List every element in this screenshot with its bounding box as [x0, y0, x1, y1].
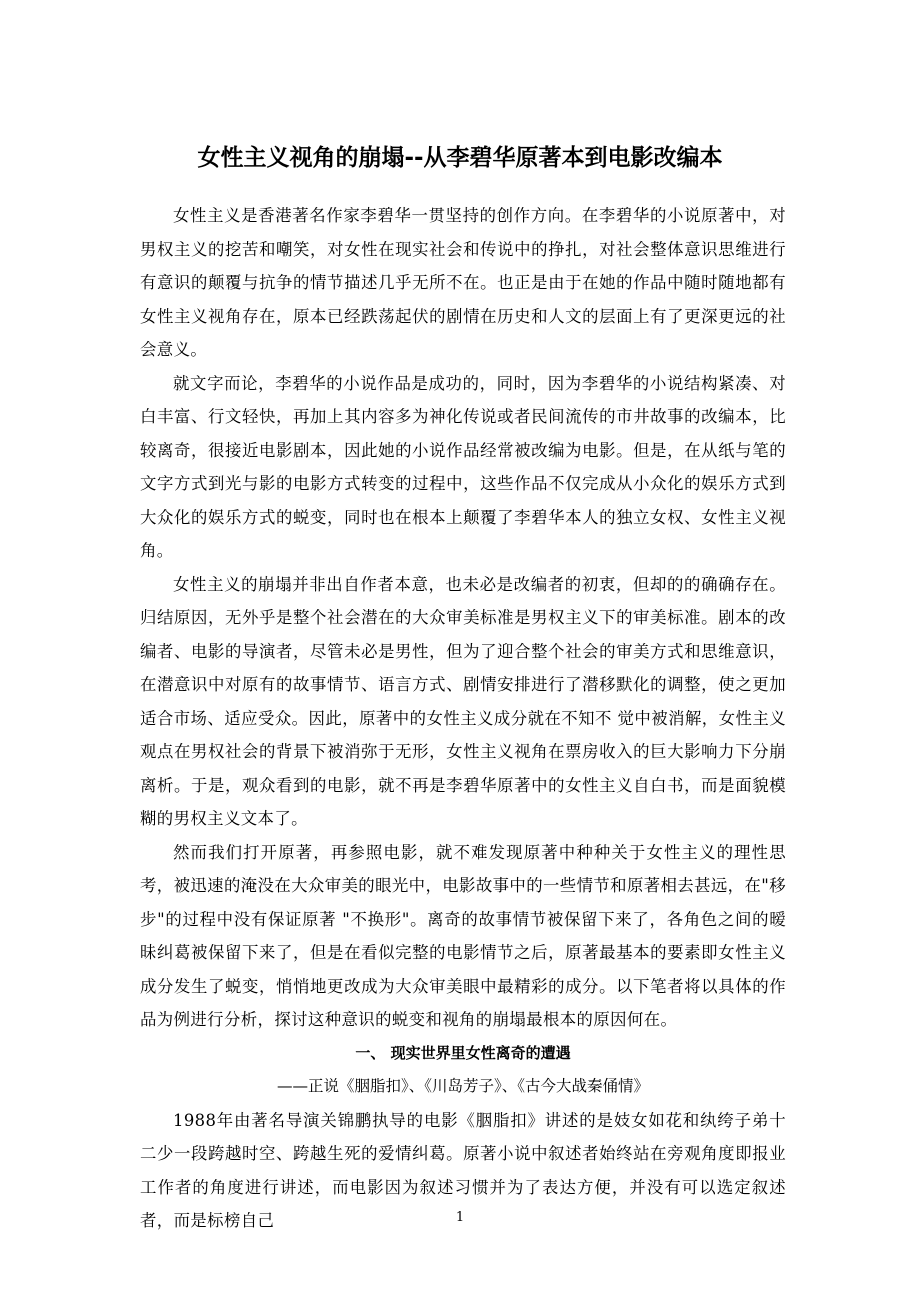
paragraph-3: 女性主义的崩塌并非出自作者本意，也未必是改编者的初衷，但却的的确确存在。归结原因，无外乎是整个社会潜在的大众审美标准是男权主义下的审美标准。剧本的改编者、电影的导演者，尽管未必是男性，但为了迎合整个社会的审美方式和思维意识，在潜意识中对原有的故事情节、语言方式、剧情安排进行了潜移默化的调整，使之更加适合市场、适应受众。因此，原著中的女性主义成分就在不知不 觉中被消解，女性主义观点在男权社会的背景下被消弥于无形，女性主义视角在票房收入的巨大影响力下分崩离析。于是，观众看到的电影，就不再是李碧华原著中的女性主义自白书，而是面貌模糊的男权主义文本了。	[140, 574, 786, 828]
paragraph-2: 就文字而论，李碧华的小说作品是成功的，同时，因为李碧华的小说结构紧凑、对白丰富、行文轻快，再加上其内容多为神化传说或者民间流传的市井故事的改编本，比较离奇，很接近电影剧本，因此她的小说作品经常被改编为电影。但是，在从纸与笔的文字方式到光与影的电影方式转变的过程中，这些作品不仅完成从小众化的娱乐方式到大众化的娱乐方式的蜕变，同时也在根本上颠覆了李碧华本人的独立女权、女性主义视角。	[140, 373, 786, 560]
section-subheading: ——正说《胭脂扣》、《川岛芳子》、《古今大战秦俑情》	[276, 1077, 649, 1095]
document-body	[140, 199, 786, 1238]
paragraph-1: 女性主义是香港著名作家李碧华一贯坚持的创作方向。在李碧华的小说原著中，对男权主义的挖苦和嘲笑，对女性在现实社会和传说中的挣扎，对社会整体意识思维进行有意识的颠覆与抗争的情节描述几乎无所不在。也正是由于在她的作品中随时随地都有女性主义视角存在，原本已经跌荡起伏的剧情在历史和人文的层面上有了更深更远的社会意义。	[140, 206, 786, 359]
section-heading: 一、 现实世界里女性离奇的遭遇	[355, 1043, 571, 1062]
document-title: 女性主义视角的崩塌--从李碧华原著本到电影改编本	[197, 145, 723, 171]
section-paragraph: 1988年由著名导演关锦鹏执导的电影《胭脂扣》讲述的是妓女如花和纨绔子弟十二少一段跨越时空、跨越生死的爱情纠葛。原著小说中叙述者始终站在旁观角度即报业工作者的角度进行讲述，而电影因为叙述习惯并为了表达方便，并没有可以选定叙述者，而是标榜自己	[140, 1110, 786, 1230]
page-number: 1	[455, 1210, 465, 1225]
paragraph-4: 然而我们打开原著，再参照电影，就不难发现原著中种种关于女性主义的理性思考，被迅速的淹没在大众审美的眼光中，电影故事中的一些情节和原著相去甚远，在"移步"的过程中没有保证原著 "不换形"。离奇的故事情节被保留下来了，各角色之间的暧昧纠葛被保留下来了，但是在看似完整的电影情节之后，原著最基本的要素即女性主义成分发生了蜕变，悄悄地更改成为大众审美眼中最精彩的成分。以下笔者将以具体的作品为例进行分析，探讨这种意识的蜕变和视角的崩塌最根本的原因何在。	[140, 842, 786, 1029]
